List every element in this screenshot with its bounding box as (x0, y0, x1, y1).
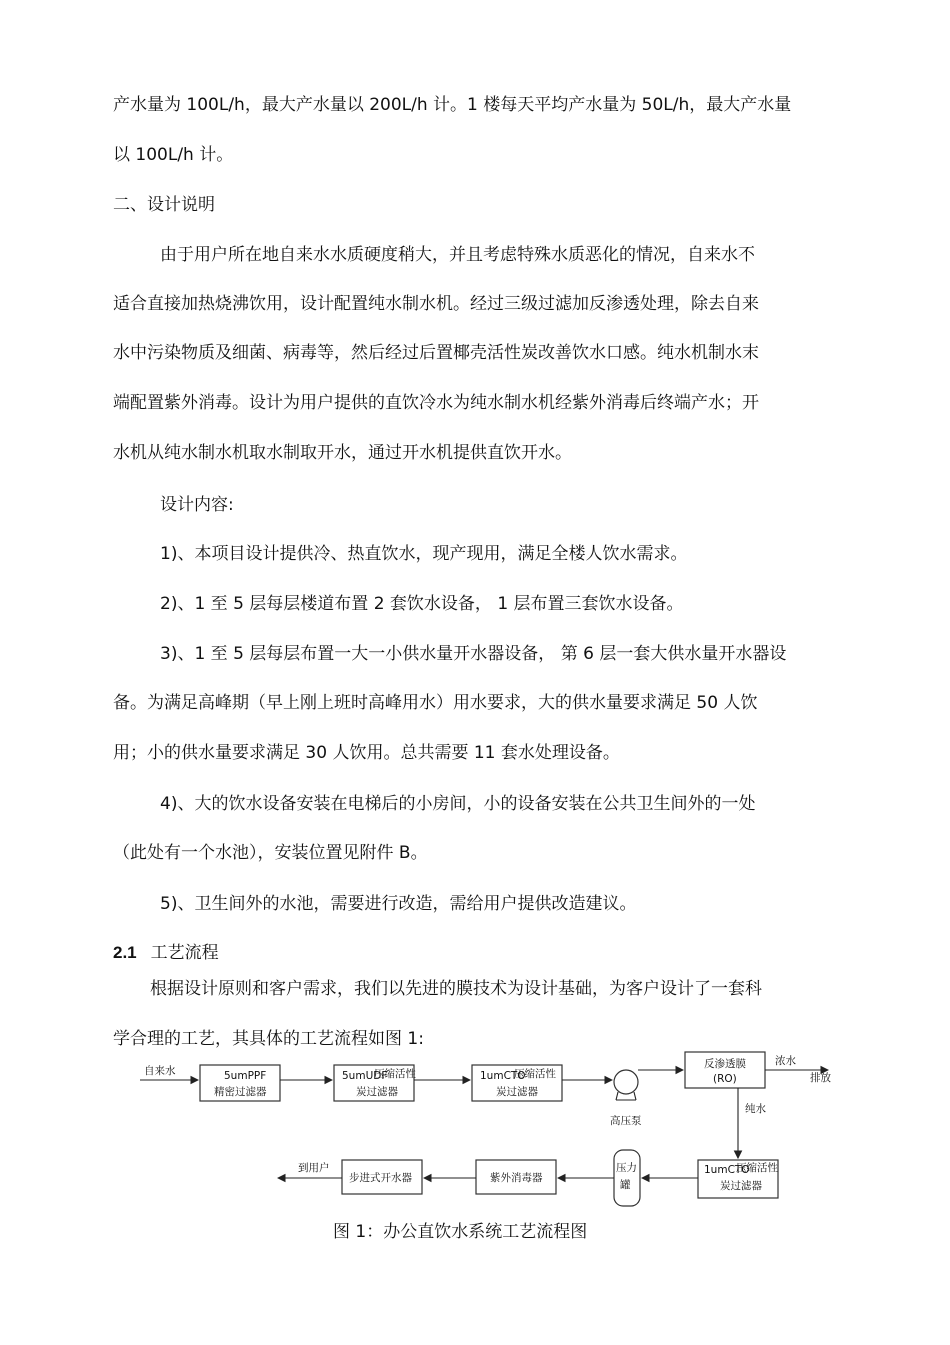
pressure-tank (614, 1150, 640, 1206)
line-1-text: 产水量为 100L/h，最大产水量以 200L/h 计。1 楼每天平均产水量为 50L/h，最大产水量 (113, 95, 792, 115)
para-1-line-3: 水中污染物质及细菌、病毒等，然后经过后置椰壳活性炭改善饮水口感。纯水机制水末 (113, 343, 759, 363)
pump-icon (614, 1070, 638, 1094)
pure-water-label: 纯水 (745, 1103, 766, 1115)
filter-cto-2-l1b: 压缩活性 (736, 1162, 778, 1174)
filter-cto-1-l2: 炭过滤器 (496, 1086, 538, 1098)
filter-udf-l1: 5umUDF (342, 1070, 388, 1082)
boiler-label: 步进式开水器 (349, 1172, 412, 1184)
line-1 (113, 94, 831, 116)
filter-cto-1-l1b: 压缩活性 (514, 1068, 556, 1080)
ro-l1: 反渗透膜 (704, 1058, 746, 1070)
pump-label: 高压泵 (610, 1115, 642, 1127)
filter-udf-l1b: 压缩活性 (374, 1068, 416, 1080)
filter-ppf-l2: 精密过滤器 (214, 1086, 267, 1098)
para-1-line-4: 端配置紫外消毒。设计为用户提供的直饮冷水为纯水制水机经紫外消毒后终端产水；开 (113, 393, 759, 413)
item-3-line-3: 用；小的供水量要求满足 30 人饮用。总共需要 11 套水处理设备。 (113, 743, 620, 763)
tank-l1: 压力 (616, 1162, 637, 1174)
para-2-line-1: 根据设计原则和客户需求，我们以先进的膜技术为设计基础，为客户设计了一套科 (150, 979, 762, 999)
filter-cto-2-l2: 炭过滤器 (720, 1180, 762, 1192)
figure-caption: 图 1：办公直饮水系统工艺流程图 (333, 1222, 588, 1242)
filter-cto-2-l1: 1umCTO (704, 1164, 750, 1176)
para-1-line-5: 水机从纯水制水机取水制取开水，通过开水机提供直饮开水。 (113, 443, 572, 463)
discharge-label: 排放 (810, 1072, 831, 1084)
ro-l2: (RO) (713, 1073, 737, 1085)
para-1-line-1: 由于用户所在地自来水水质硬度稍大，并且考虑特殊水质恶化的情况，自来水不 (160, 245, 755, 265)
uv-label: 紫外消毒器 (490, 1172, 543, 1184)
to-user-label: 到用户 (298, 1162, 330, 1174)
section-title: 工艺流程 (150, 943, 219, 963)
line-2: 以 100L/h 计。 (113, 145, 234, 165)
filter-udf-l2: 炭过滤器 (356, 1086, 398, 1098)
item-5: 5)、卫生间外的水池，需要进行改造，需给用户提供改造建议。 (160, 894, 637, 914)
item-4-line-1: 4)、大的饮水设备安装在电梯后的小房间，小的设备安装在公共卫生间外的一处 (160, 794, 756, 814)
concentrate-label: 浓水 (775, 1055, 796, 1067)
filter-ppf-l1: 5umPPF (224, 1070, 267, 1082)
item-1: 1)、本项目设计提供冷、热直饮水，现产现用，满足全楼人饮水需求。 (160, 544, 688, 564)
design-content-title: 设计内容: (160, 495, 234, 515)
process-flow-diagram (138, 1040, 838, 1210)
item-3-line-1: 3)、1 至 5 层每层布置一大一小供水量开水器设备， 第 6 层一套大供水量开水器设 (160, 644, 787, 664)
item-2: 2)、1 至 5 层每层楼道布置 2 套饮水设备， 1 层布置三套饮水设备。 (160, 594, 684, 614)
input-label: 自来水 (144, 1065, 176, 1077)
filter-cto-1-l1: 1umCTO (480, 1070, 526, 1082)
tank-l2: 罐 (620, 1179, 631, 1191)
heading-design-notes: 二、设计说明 (113, 195, 215, 215)
para-1-line-2: 适合直接加热烧沸饮用，设计配置纯水制水机。经过三级过滤加反渗透处理，除去自来 (113, 294, 759, 314)
section-number: 2.1 (113, 943, 137, 962)
para-2-line-2: 学合理的工艺，其具体的工艺流程如图 1: (113, 1029, 424, 1049)
item-4-line-2: （此处有一个水池），安装位置见附件 B。 (113, 843, 428, 863)
section-heading (113, 942, 219, 964)
item-3-line-2: 备。为满足高峰期（早上刚上班时高峰用水）用水要求，大的供水量要求满足 50 人饮 (113, 693, 758, 713)
